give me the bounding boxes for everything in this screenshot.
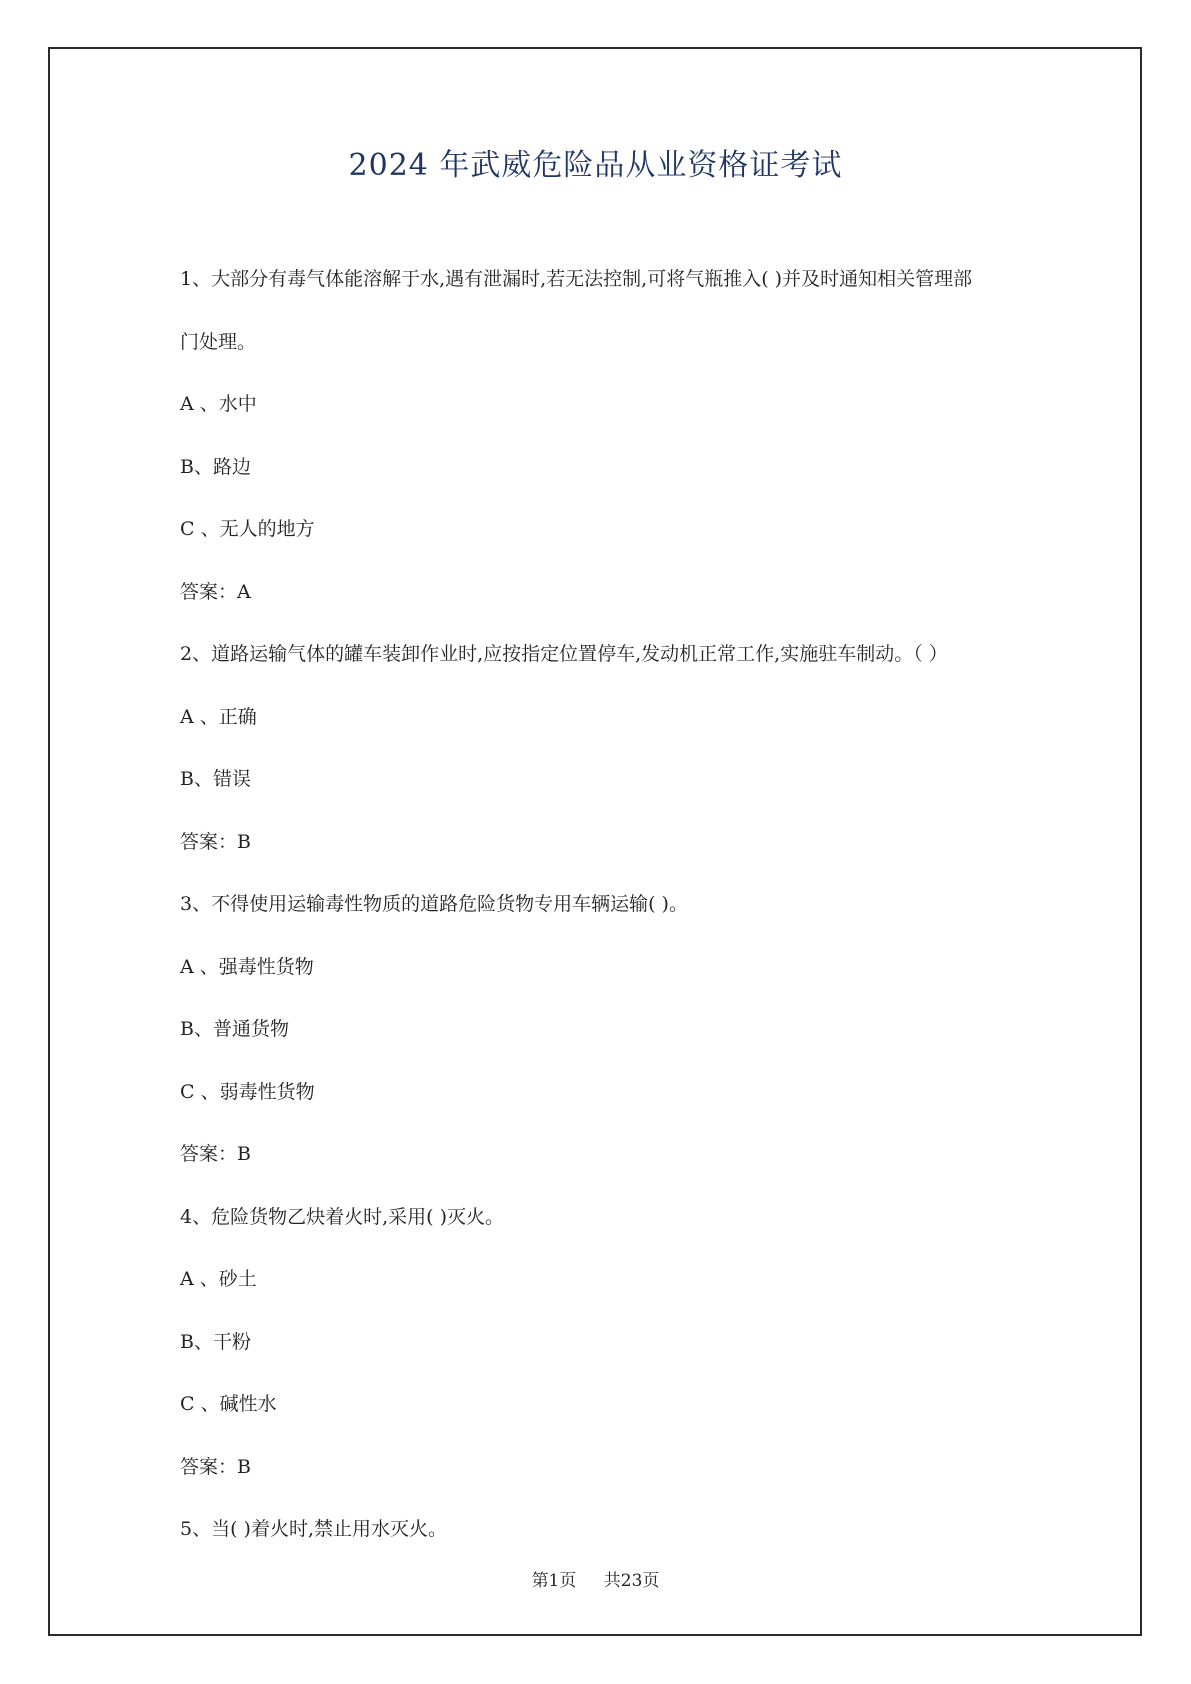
question-3-option-b: B、普通货物 bbox=[180, 1018, 289, 1040]
question-list bbox=[180, 248, 1040, 1561]
question-3-text: 3、不得使用运输毒性物质的道路危险货物专用车辆运输( )。 bbox=[180, 893, 688, 915]
question-4-text: 4、危险货物乙炔着火时,采用( )灭火。 bbox=[180, 1205, 504, 1228]
question-2-option-a: A 、正确 bbox=[180, 705, 257, 728]
question-1-text: 1、大部分有毒气体能溶解于水,遇有泄漏时,若无法控制,可将气瓶推入( )并及时通知相关管理部 bbox=[180, 268, 973, 290]
question-4-option-c: C 、碱性水 bbox=[180, 1393, 277, 1415]
page-footer bbox=[0, 1566, 1191, 1591]
question-2-answer: 答案：B bbox=[180, 830, 251, 853]
question-1-text-continued: 门处理。 bbox=[180, 330, 257, 353]
question-4-option-a: A 、砂土 bbox=[180, 1268, 257, 1290]
question-4-option-b: B、干粉 bbox=[180, 1330, 251, 1353]
question-1-option-c: C 、无人的地方 bbox=[180, 518, 315, 540]
question-1-option-a: A 、水中 bbox=[180, 393, 257, 415]
question-1-option-b: B、路边 bbox=[180, 455, 251, 478]
question-1-answer: 答案：A bbox=[180, 580, 251, 603]
current-page-number: 第1页 bbox=[531, 1571, 577, 1591]
question-3-option-c: C 、弱毒性货物 bbox=[180, 1080, 315, 1103]
question-3-answer: 答案：B bbox=[180, 1143, 251, 1165]
question-2-option-b: B、错误 bbox=[180, 768, 251, 790]
question-5-text: 5、当( )着火时,禁止用水灭火。 bbox=[180, 1518, 447, 1540]
question-4-answer: 答案：B bbox=[180, 1455, 251, 1478]
total-page-count: 共23页 bbox=[603, 1571, 660, 1591]
question-3-option-a: A 、强毒性货物 bbox=[180, 955, 314, 978]
question-2-text: 2、道路运输气体的罐车装卸作业时,应按指定位置停车,发动机正常工作,实施驻车制动。（ ） bbox=[180, 643, 948, 665]
document-title: 2024 年武威危险品从业资格证考试 bbox=[348, 148, 843, 183]
